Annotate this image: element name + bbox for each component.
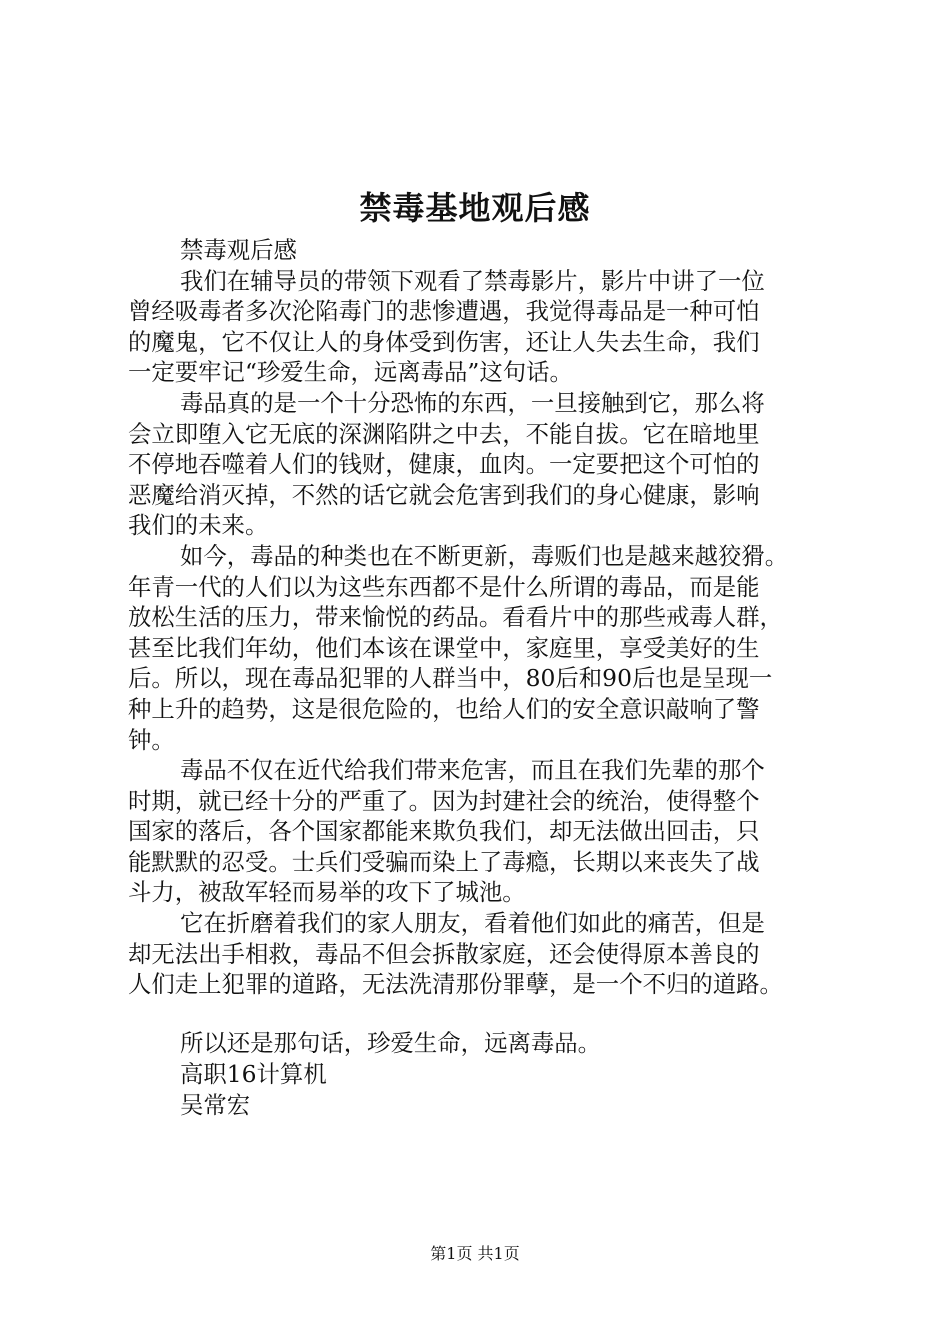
paragraph-line: 它在折磨着我们的家人朋友，看着他们如此的痛苦，但是	[180, 909, 765, 938]
paragraph-line: 甚至比我们年幼，他们本该在课堂中，家庭里，享受美好的生	[128, 633, 760, 662]
paragraph-line: 曾经吸毒者多次沦陷毒门的悲惨遭遇，我觉得毒品是一种可怕	[128, 297, 760, 326]
class-name: 高职16计算机	[180, 1060, 327, 1088]
paragraph-line: 毒品真的是一个十分恐怖的东西，一旦接触到它，那么将	[180, 388, 765, 417]
paragraph-line: 时期，就已经十分的严重了。因为封建社会的统治，使得整个	[128, 786, 760, 815]
paragraph-5	[128, 908, 850, 1000]
subtitle: 禁毒观后感	[180, 236, 297, 264]
author-name: 吴常宏	[180, 1091, 251, 1119]
paragraph-line: 如今，毒品的种类也在不断更新，毒贩们也是越来越狡猾。	[180, 541, 789, 570]
paragraph-line: 不停地吞噬着人们的钱财，健康，血肉。一定要把这个可怕的	[128, 450, 760, 479]
paragraph-line: 恶魔给消灭掉，不然的话它就会危害到我们的身心健康，影响	[128, 480, 760, 509]
closing-line: 所以还是那句话，珍爱生命，远离毒品。	[180, 1029, 602, 1057]
paragraph-4	[128, 755, 850, 908]
closing-block	[180, 1028, 601, 1121]
paragraph-line: 种上升的趋势，这是很危险的，也给人们的安全意识敲响了警	[128, 694, 760, 723]
paragraph-1	[128, 266, 850, 388]
paragraph-line: 会立即堕入它无底的深渊陷阱之中去，不能自拔。它在暗地里	[128, 419, 760, 448]
paragraph-2	[128, 388, 850, 541]
paragraph-line: 一定要牢记“珍爱生命，远离毒品”这句话。	[128, 358, 573, 387]
paragraph-line: 放松生活的压力，带来愉悦的药品。看看片中的那些戒毒人群，	[128, 603, 783, 632]
paragraph-3	[128, 541, 850, 755]
paragraph-line: 钟。	[128, 725, 175, 754]
page-number: 第1页 共1页	[430, 1244, 520, 1263]
paragraph-line: 年青一代的人们以为这些东西都不是什么所谓的毒品，而是能	[128, 572, 760, 601]
paragraph-line: 却无法出手相救，毒品不但会拆散家庭，还会使得原本善良的	[128, 939, 760, 968]
paragraph-line: 我们的未来。	[128, 511, 269, 540]
document-body	[128, 235, 850, 1000]
paragraph-line: 的魔鬼，它不仅让人的身体受到伤害，还让人失去生命，我们	[128, 327, 760, 356]
paragraph-line: 我们在辅导员的带领下观看了禁毒影片，影片中讲了一位	[180, 266, 765, 295]
page-title: 禁毒基地观后感	[359, 189, 591, 227]
paragraph-line: 后。所以，现在毒品犯罪的人群当中，80后和90后也是呈现一	[128, 664, 773, 693]
paragraph-line: 人们走上犯罪的道路，无法洗清那份罪孽，是一个不归的道路。	[128, 970, 783, 999]
paragraph-line: 斗力，被敌军轻而易举的攻下了城池。	[128, 878, 526, 907]
paragraph-line: 毒品不仅在近代给我们带来危害，而且在我们先辈的那个	[180, 756, 765, 785]
paragraph-line: 国家的落后，各个国家都能来欺负我们，却无法做出回击，只	[128, 817, 760, 846]
paragraph-line: 能默默的忍受。士兵们受骗而染上了毒瘾，长期以来丧失了战	[128, 847, 760, 876]
